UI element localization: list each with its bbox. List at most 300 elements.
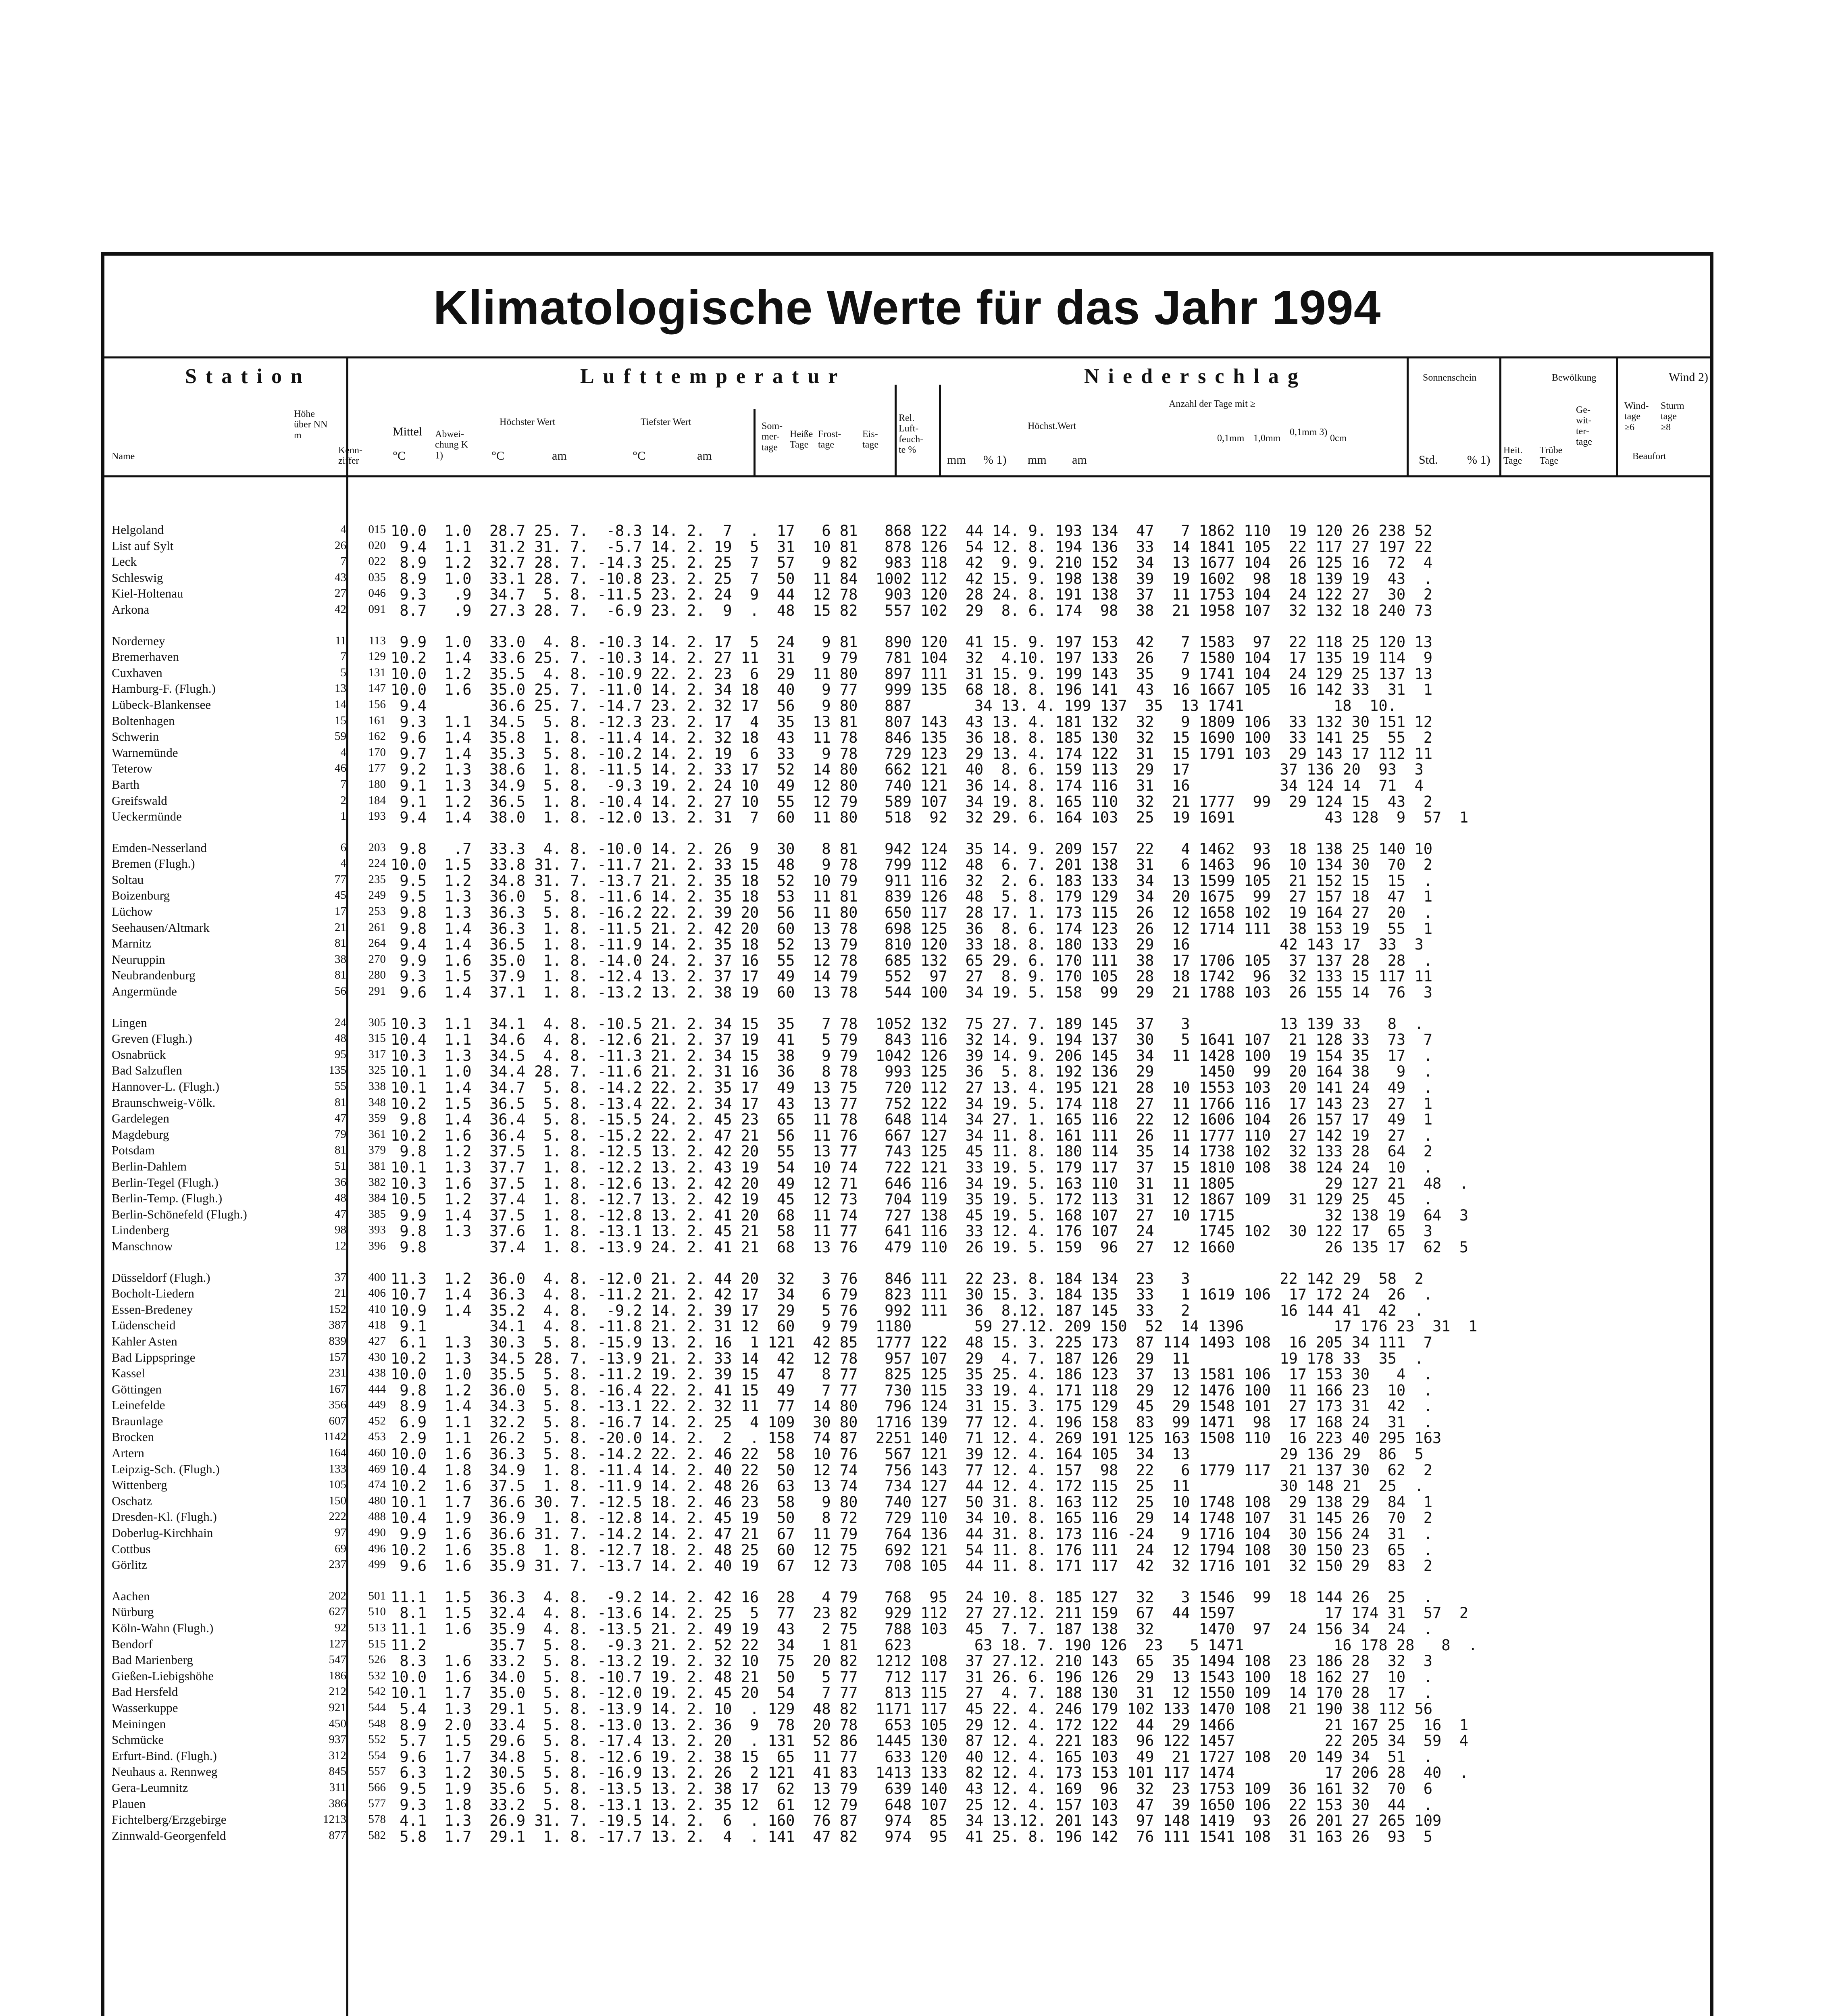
table-row	[104, 793, 1710, 809]
station-name: Göttingen	[112, 1382, 162, 1396]
station-values: 6.3 1.2 30.5 5. 8. -16.9 13. 2. 26 2 121 41 83 1413 133 82 12. 4. 173 153 101 117 1474 17 206 28 40 .	[391, 1764, 1469, 1782]
table-row	[104, 983, 1710, 1000]
station-code: 020	[368, 539, 386, 552]
table-row	[104, 935, 1710, 952]
header-sonnenschein: Sonnenschein	[1423, 373, 1477, 383]
header-heisse-tage: Heiße Tage	[790, 429, 813, 450]
station-code: 513	[368, 1621, 386, 1634]
station-height: 55	[335, 1080, 346, 1093]
station-values: 10.1 1.7 35.0 5. 8. -12.0 19. 2. 45 20 54 7 77 813 115 27 4. 7. 188 130 31 12 1550 109 14 170 28 17 .	[391, 1684, 1433, 1702]
station-name: Kahler Asten	[112, 1334, 177, 1348]
station-name: Neuhaus a. Rennweg	[112, 1764, 218, 1779]
station-values: 9.6 1.4 35.8 1. 8. -11.4 14. 2. 32 18 43 11 78 846 135 36 18. 8. 185 130 32 15 1690 100 33 141 25 55 2	[391, 729, 1433, 747]
station-values: 8.9 1.0 33.1 28. 7. -10.8 23. 2. 25 7 50 11 84 1002 112 42 15. 9. 198 138 39 19 1602 98 18 139 19 43 .	[391, 570, 1433, 587]
station-height: 46	[335, 762, 346, 775]
station-name: Berlin-Schönefeld (Flugh.)	[112, 1207, 247, 1221]
header-bewoelkung: Bewölkung	[1552, 373, 1597, 383]
station-height: 13	[335, 682, 346, 695]
table-row	[104, 1509, 1710, 1525]
station-values: 10.1 1.3 37.7 1. 8. -12.2 13. 2. 43 19 54 10 74 722 121 33 19. 5. 179 117 37 15 1810 108 38 124 24 10 .	[391, 1158, 1433, 1176]
station-code: 552	[368, 1733, 386, 1746]
table-row	[104, 1668, 1710, 1684]
header-hoechster-unit: °C	[491, 449, 505, 462]
station-values: 10.0 1.5 33.8 31. 7. -11.7 21. 2. 33 15 48 9 78 799 112 48 6. 7. 201 138 31 6 1463 96 10 134 30 70 2	[391, 856, 1433, 874]
station-name: Barth	[112, 777, 139, 791]
station-code: 147	[368, 682, 386, 695]
table-row	[104, 570, 1710, 586]
header-n10mm: 1,0mm	[1253, 433, 1281, 444]
station-height: 877	[329, 1829, 346, 1842]
station-name: Soltau	[112, 872, 144, 887]
station-values: 9.2 1.3 38.6 1. 8. -11.5 14. 2. 33 17 52 14 80 662 121 40 8. 6. 159 113 29 17 37 136 20 93 3	[391, 761, 1424, 779]
header-mittel: Mittel	[393, 425, 423, 438]
page-title: Klimatologische Werte für das Jahr 1994	[433, 281, 1381, 335]
station-code: 385	[368, 1207, 386, 1220]
station-values: 9.4 1.4 38.0 1. 8. -12.0 13. 2. 31 7 60 11 80 518 92 32 29. 6. 164 103 25 19 1691 43 128 9 57 1	[391, 809, 1469, 827]
station-values: 9.6 1.4 37.1 1. 8. -13.2 13. 2. 38 19 60 13 78 544 100 34 19. 5. 158 99 29 21 1788 103 26 155 14 76 3	[391, 984, 1433, 1002]
station-values: 8.1 1.5 32.4 4. 8. -13.6 14. 2. 25 5 77 23 82 929 112 27 27.12. 211 159 67 44 1597 17 174 31 57 2	[391, 1604, 1469, 1622]
divider-feuchte	[895, 385, 897, 477]
station-values: 9.1 1.2 36.5 1. 8. -10.4 14. 2. 27 10 55 12 79 589 107 34 19. 8. 165 110 32 21 1777 99 29 124 15 43 2	[391, 793, 1433, 810]
station-height: 15	[335, 714, 346, 727]
header-eistage: Eis-tage	[862, 429, 878, 450]
table-row	[104, 665, 1710, 681]
station-values: 9.1 34.1 4. 8. -11.8 21. 2. 31 12 60 9 79 1180 59 27.12. 209 150 52 14 1396 17 176 23 31 1	[391, 1318, 1478, 1335]
station-code: 501	[368, 1589, 386, 1602]
station-name: Angermünde	[112, 984, 177, 999]
station-values: 10.1 1.4 34.7 5. 8. -14.2 22. 2. 35 17 49 13 75 720 112 27 13. 4. 195 121 28 10 1553 103 20 141 24 49 .	[391, 1079, 1433, 1096]
station-name: Meiningen	[112, 1716, 166, 1731]
station-code: 582	[368, 1829, 386, 1842]
table-row	[104, 1270, 1710, 1286]
header-sonnenschein-pct: % 1)	[1467, 453, 1490, 467]
station-code: 418	[368, 1318, 386, 1332]
header-hoechster-wert: Höchster Wert	[500, 417, 556, 427]
station-code: 480	[368, 1494, 386, 1507]
station-height: 4	[340, 857, 346, 870]
station-name: Bad Hersfeld	[112, 1685, 178, 1699]
station-name: Helgoland	[112, 523, 164, 537]
station-values: 10.3 1.6 37.5 1. 8. -12.6 13. 2. 42 20 49 12 71 646 116 34 19. 5. 163 110 31 11 1805 29 127 21 48 .	[391, 1175, 1469, 1192]
header-lufttemperatur: Lufttemperatur	[580, 365, 847, 388]
station-values: 11.1 1.6 35.9 4. 8. -13.5 21. 2. 49 19 43 2 75 788 103 45 7. 7. 187 138 32 1470 97 24 156 34 24 .	[391, 1620, 1433, 1638]
station-values: 9.9 1.4 37.5 1. 8. -12.8 13. 2. 41 20 68 11 74 727 138 45 19. 5. 168 107 27 10 1715 32 138 19 64 3	[391, 1206, 1469, 1224]
station-values: 2.9 1.1 26.2 5. 8. -20.0 14. 2. 2 . 158 74 87 2251 140 71 12. 4. 269 191 125 163 1508 110 16 223 40 295 163	[391, 1429, 1442, 1447]
station-height: 51	[335, 1159, 346, 1173]
station-height: 450	[329, 1717, 346, 1730]
station-name: Greven (Flugh.)	[112, 1031, 192, 1046]
station-code: 317	[368, 1048, 386, 1061]
station-code: 396	[368, 1239, 386, 1252]
station-height: 48	[335, 1191, 346, 1205]
station-height: 48	[335, 1032, 346, 1045]
station-code: 566	[368, 1781, 386, 1794]
station-values: 9.4 1.1 31.2 31. 7. -5.7 14. 2. 19 5 31 10 81 878 126 54 12. 8. 194 136 33 14 1841 105 22 117 27 197 22	[391, 538, 1433, 556]
station-name: Teterow	[112, 761, 153, 776]
station-code: 557	[368, 1765, 386, 1778]
station-height: 79	[335, 1127, 346, 1141]
station-height: 81	[335, 937, 346, 950]
station-group	[104, 522, 1710, 618]
station-name: Düsseldorf (Flugh.)	[112, 1270, 210, 1285]
station-height: 37	[335, 1270, 346, 1284]
station-name: Bad Marienberg	[112, 1653, 193, 1667]
header-tiefster-am: am	[697, 449, 712, 462]
station-name: Bad Salzuflen	[112, 1063, 182, 1078]
table-row	[104, 538, 1710, 554]
station-code: 249	[368, 889, 386, 902]
station-values: 9.9 1.6 36.6 31. 7. -14.2 14. 2. 47 21 67 11 79 764 136 44 31. 8. 173 116 -24 9 1716 104 30 156 24 31 .	[391, 1525, 1433, 1543]
station-name: Gera-Leumnitz	[112, 1780, 188, 1795]
station-height: 150	[329, 1494, 346, 1507]
table-row	[104, 904, 1710, 920]
table-row	[104, 1700, 1710, 1716]
station-values: 10.9 1.4 35.2 4. 8. -9.2 14. 2. 39 17 29 5 76 992 111 36 8.12. 187 145 33 2 16 144 41 42 .	[391, 1302, 1424, 1319]
station-height: 1142	[323, 1430, 346, 1443]
station-height: 27	[335, 587, 346, 600]
table-row	[104, 1812, 1710, 1828]
header-hoehe: Höhe über NN m	[294, 409, 328, 441]
station-values: 9.8 1.4 36.3 1. 8. -11.5 21. 2. 42 20 60 13 78 698 125 36 8. 6. 174 123 26 12 1714 111 38 153 19 55 1	[391, 920, 1433, 937]
data-table	[104, 522, 1710, 1859]
station-values: 9.7 1.4 35.3 5. 8. -10.2 14. 2. 19 6 33 9 78 729 123 29 13. 4. 174 122 31 15 1791 103 29 143 17 112 11	[391, 745, 1433, 762]
station-name: Fichtelberg/Erzgebirge	[112, 1812, 227, 1827]
table-row	[104, 1620, 1710, 1636]
station-values: 10.0 1.2 35.5 4. 8. -10.9 22. 2. 23 6 29 11 80 897 111 31 15. 9. 199 143 35 9 1741 104 24 129 25 137 13	[391, 665, 1433, 683]
divider-wind	[1616, 356, 1618, 477]
station-height: 12	[335, 1239, 346, 1252]
station-code: 460	[368, 1446, 386, 1460]
station-name: Gießen-Liebigshöhe	[112, 1668, 214, 1683]
station-values: 10.1 1.0 34.4 28. 7. -11.6 21. 2. 31 16 36 8 78 993 125 36 5. 8. 192 136 29 1450 99 20 164 38 9 .	[391, 1063, 1433, 1081]
station-height: 4	[340, 523, 346, 536]
table-row	[104, 1429, 1710, 1445]
station-name: Norderney	[112, 633, 165, 648]
station-name: Bremerhaven	[112, 650, 179, 664]
station-height: 81	[335, 968, 346, 982]
station-code: 129	[368, 650, 386, 663]
station-name: Emden-Nesserland	[112, 840, 207, 855]
station-code: 091	[368, 602, 386, 616]
station-name: Doberlug-Kirchhain	[112, 1526, 213, 1540]
station-values: 8.9 1.4 34.3 5. 8. -13.1 22. 2. 32 11 77 14 80 796 124 31 15. 3. 175 129 45 29 1548 101 27 173 31 42 .	[391, 1397, 1433, 1415]
table-row	[104, 1095, 1710, 1111]
station-values: 10.1 1.7 36.6 30. 7. -12.5 18. 2. 46 23 58 9 80 740 127 50 31. 8. 163 112 25 10 1748 108 29 138 29 84 1	[391, 1493, 1433, 1511]
station-height: 237	[329, 1558, 346, 1571]
rule-header	[104, 475, 1710, 477]
station-code: 406	[368, 1287, 386, 1300]
station-code: 499	[368, 1558, 386, 1571]
station-values: 9.4 36.6 25. 7. -14.7 23. 2. 32 17 56 9 80 887 34 13. 4. 199 137 35 13 1741 18 10.	[391, 697, 1397, 714]
station-values: 5.7 1.5 29.6 5. 8. -17.4 13. 2. 20 . 131 52 86 1445 130 87 12. 4. 221 183 96 122 1457 22 205 34 59 4	[391, 1732, 1469, 1750]
station-height: 627	[329, 1605, 346, 1618]
header-mittel-unit: °C	[393, 449, 406, 462]
table-row	[104, 1110, 1710, 1127]
station-height: 77	[335, 873, 346, 886]
station-code: 384	[368, 1191, 386, 1205]
station-values: 8.9 1.2 32.7 28. 7. -14.3 25. 2. 25 7 57 9 82 983 118 42 9. 9. 210 152 34 13 1677 104 26 125 16 72 4	[391, 554, 1433, 572]
station-name: Lübeck-Blankensee	[112, 697, 211, 712]
header-sommertage: Som-mer-tage	[762, 421, 783, 453]
table-row	[104, 967, 1710, 983]
table-row	[104, 1350, 1710, 1366]
station-name: Warnemünde	[112, 745, 178, 760]
station-code: 427	[368, 1334, 386, 1347]
station-values: 10.4 1.8 34.9 1. 8. -11.4 14. 2. 40 22 50 12 74 756 143 77 12. 4. 157 98 22 6 1779 117 21 137 30 62 2	[391, 1461, 1433, 1479]
header-truebe-tage: Trübe Tage	[1540, 445, 1563, 467]
station-name: Oschatz	[112, 1493, 152, 1508]
station-height: 81	[335, 1095, 346, 1109]
station-code: 162	[368, 730, 386, 743]
station-code: 348	[368, 1095, 386, 1109]
station-height: 47	[335, 1112, 346, 1125]
station-height: 4	[340, 746, 346, 759]
station-height: 43	[335, 571, 346, 584]
station-height: 95	[335, 1048, 346, 1061]
header-windtage: Wind-tage ≥6	[1624, 401, 1649, 433]
station-code: 544	[368, 1701, 386, 1714]
station-name: Marnitz	[112, 936, 152, 951]
station-name: Schleswig	[112, 570, 163, 585]
station-values: 10.7 1.4 36.3 4. 8. -11.2 21. 2. 42 17 34 6 79 823 111 30 15. 3. 184 135 33 1 1619 106 17 172 24 26 .	[391, 1286, 1433, 1304]
station-name: Brocken	[112, 1430, 154, 1444]
station-name: Potsdam	[112, 1143, 155, 1158]
table-row	[104, 649, 1710, 665]
station-values: 9.8 1.2 37.5 1. 8. -12.5 13. 2. 42 20 55 13 77 743 125 45 11. 8. 180 114 35 14 1738 102 32 133 28 64 2	[391, 1143, 1433, 1160]
station-height: 921	[329, 1701, 346, 1714]
station-name: Cottbus	[112, 1541, 151, 1556]
station-values: 10.2 1.4 33.6 25. 7. -10.3 14. 2. 27 11 31 9 79 781 104 32 4.10. 197 133 26 7 1580 104 17 135 19 114 9	[391, 649, 1433, 667]
station-name: Cuxhaven	[112, 665, 162, 680]
station-name: Schmücke	[112, 1733, 164, 1747]
station-height: 1213	[323, 1813, 346, 1826]
station-name: Seehausen/Altmark	[112, 920, 210, 935]
table-row	[104, 729, 1710, 745]
station-values: 9.8 .7 33.3 4. 8. -10.0 14. 2. 26 9 30 8 81 942 124 35 14. 9. 209 157 22 4 1462 93 18 138 25 140 10	[391, 840, 1433, 858]
table-row	[104, 856, 1710, 872]
station-values: 8.3 1.6 33.2 5. 8. -13.2 19. 2. 32 10 75 20 82 1212 108 37 27.12. 210 143 65 35 1494 108 23 186 28 32 3	[391, 1652, 1433, 1670]
header-gewittertage: Ge-wit-ter-tage	[1576, 405, 1592, 448]
station-name: Lingen	[112, 1015, 147, 1030]
station-name: Berlin-Tegel (Flugh.)	[112, 1175, 219, 1189]
header-kennziffer: Kenn-ziffer	[338, 445, 362, 467]
table-row	[104, 1557, 1710, 1573]
station-name: Zinnwald-Georgenfeld	[112, 1828, 226, 1843]
station-code: 177	[368, 762, 386, 775]
station-height: 607	[329, 1414, 346, 1427]
table-row	[104, 1285, 1710, 1302]
station-height: 186	[329, 1669, 346, 1682]
header-n01mm-fest: 0,1mm 3)	[1290, 427, 1328, 437]
station-code: 338	[368, 1080, 386, 1093]
divider-sonne	[1407, 356, 1409, 477]
station-code: 180	[368, 777, 386, 791]
header-hoechstwert-mm: mm	[1028, 453, 1047, 467]
table-row	[104, 1302, 1710, 1318]
station-code: 430	[368, 1350, 386, 1364]
station-values: 6.9 1.1 32.2 5. 8. -16.7 14. 2. 25 4 109 30 80 1716 139 77 12. 4. 196 158 83 99 1471 98 17 168 24 31 .	[391, 1413, 1433, 1431]
station-height: 92	[335, 1621, 346, 1634]
station-code: 203	[368, 841, 386, 854]
station-code: 170	[368, 746, 386, 759]
station-height: 133	[329, 1462, 346, 1475]
header-hoechstwert: Höchst.Wert	[1028, 421, 1076, 431]
table-row	[104, 1541, 1710, 1557]
rule-top	[104, 356, 1710, 358]
station-code: 532	[368, 1669, 386, 1682]
table-row	[104, 1636, 1710, 1652]
station-height: 157	[329, 1350, 346, 1364]
station-values: 4.1 1.3 26.9 31. 7. -19.5 14. 2. 6 . 160 76 87 974 85 34 13.12. 201 143 97 148 1419 93 26 201 27 265 109	[391, 1812, 1442, 1830]
station-height: 202	[329, 1589, 346, 1602]
station-values: 8.7 .9 27.3 28. 7. -6.9 23. 2. 9 . 48 15 82 557 102 29 8. 6. 174 98 38 21 1958 107 32 132 18 240 73	[391, 602, 1433, 619]
station-name: Kassel	[112, 1366, 145, 1381]
station-values: 10.0 1.6 35.0 25. 7. -11.0 14. 2. 34 18 40 9 77 999 135 68 18. 8. 196 141 43 16 1667 105 16 142 33 31 1	[391, 681, 1433, 699]
station-code: 542	[368, 1685, 386, 1698]
table-row	[104, 1716, 1710, 1732]
station-name: Wittenberg	[112, 1478, 167, 1492]
station-height: 2	[340, 793, 346, 807]
station-code: 193	[368, 810, 386, 823]
station-height: 387	[329, 1318, 346, 1332]
station-name: Greifswald	[112, 793, 167, 808]
station-values: 9.3 1.1 34.5 5. 8. -12.3 23. 2. 17 4 35 13 81 807 143 43 13. 4. 181 132 32 9 1809 106 33 132 30 151 12	[391, 713, 1433, 731]
station-values: 5.8 1.7 29.1 1. 8. -17.7 13. 2. 4 . 141 47 82 974 95 41 25. 8. 196 142 76 111 1541 108 31 163 26 93 5	[391, 1828, 1433, 1845]
station-name: Lüchow	[112, 904, 153, 919]
table-row	[104, 840, 1710, 856]
station-code: 490	[368, 1526, 386, 1539]
station-values: 9.9 1.6 35.0 1. 8. -14.0 24. 2. 37 16 55 12 78 685 132 65 29. 6. 170 111 38 17 1706 105 37 137 28 28 .	[391, 952, 1433, 969]
station-code: 359	[368, 1112, 386, 1125]
station-values: 10.0 1.6 34.0 5. 8. -10.7 19. 2. 48 21 50 5 77 712 117 31 26. 6. 196 126 29 13 1543 100 18 162 27 10 .	[391, 1668, 1433, 1686]
table-frame	[101, 252, 1713, 2016]
station-values: 5.4 1.3 29.1 5. 8. -13.9 14. 2. 10 . 129 48 82 1171 117 45 22. 4. 246 179 102 133 1470 108 21 190 38 112 56	[391, 1700, 1433, 1718]
station-code: 235	[368, 873, 386, 886]
station-values: 8.9 2.0 33.4 5. 8. -13.0 13. 2. 36 9 78 20 78 653 105 29 12. 4. 172 122 44 29 1466 21 167 25 16 1	[391, 1716, 1469, 1734]
table-row	[104, 1079, 1710, 1095]
station-code: 156	[368, 698, 386, 711]
station-height: 7	[340, 555, 346, 568]
station-name: Dresden-Kl. (Flugh.)	[112, 1510, 217, 1524]
station-code: 022	[368, 555, 386, 568]
table-row	[104, 585, 1710, 602]
station-name: Boltenhagen	[112, 713, 175, 728]
station-group	[104, 1015, 1710, 1254]
table-row	[104, 522, 1710, 538]
station-height: 7	[340, 650, 346, 663]
station-values: 10.0 1.0 28.7 25. 7. -8.3 14. 2. 7 . 17 6 81 868 122 44 14. 9. 193 134 47 7 1862 110 19 120 26 238 52	[391, 522, 1433, 539]
table-row	[104, 1764, 1710, 1780]
station-height: 97	[335, 1526, 346, 1539]
station-name: Lindenberg	[112, 1223, 169, 1237]
table-row	[104, 1525, 1710, 1541]
station-values: 11.1 1.5 36.3 4. 8. -9.2 14. 2. 42 16 28 4 79 768 95 24 10. 8. 185 127 32 3 1546 99 18 144 26 25 .	[391, 1588, 1433, 1606]
station-name: Hannover-L. (Flugh.)	[112, 1079, 220, 1093]
station-code: 184	[368, 793, 386, 807]
station-height: 937	[329, 1733, 346, 1746]
station-code: 315	[368, 1032, 386, 1045]
station-code: 261	[368, 921, 386, 934]
station-code: 410	[368, 1302, 386, 1316]
header-heitere-tage: Heit. Tage	[1503, 445, 1523, 467]
station-name: Osnabrück	[112, 1047, 166, 1062]
header-rel-feuchte: Rel. Luft-feuch-te %	[899, 413, 924, 456]
table-row	[104, 554, 1710, 570]
station-code: 131	[368, 666, 386, 679]
header-tiefster-wert: Tiefster Wert	[641, 417, 691, 427]
header-niederschlag: Niederschlag	[1084, 365, 1307, 388]
station-height: 312	[329, 1749, 346, 1762]
station-values: 10.0 1.0 35.5 5. 8. -11.2 19. 2. 39 15 47 8 77 825 125 35 25. 4. 186 123 37 13 1581 106 17 153 30 4 .	[391, 1366, 1433, 1383]
table-row	[104, 713, 1710, 729]
divider-bewoelkung	[1499, 356, 1501, 477]
station-name: Braunlage	[112, 1414, 163, 1428]
station-height: 21	[335, 1287, 346, 1300]
station-values: 10.2 1.5 36.5 5. 8. -13.4 22. 2. 34 17 43 13 77 752 122 34 19. 5. 174 118 27 11 1766 116 17 143 23 27 1	[391, 1095, 1433, 1112]
header-hoechstwert-am: am	[1072, 453, 1087, 467]
station-values: 9.3 1.5 37.9 1. 8. -12.4 13. 2. 37 17 49 14 79 552 97 27 8. 9. 170 105 28 18 1742 96 32 133 15 117 11	[391, 968, 1433, 985]
station-values: 9.8 37.4 1. 8. -13.9 24. 2. 41 21 68 13 76 479 110 26 19. 5. 159 96 27 12 1660 26 135 17 62 5	[391, 1238, 1469, 1256]
station-group	[104, 633, 1710, 825]
station-values: 10.2 1.6 36.4 5. 8. -15.2 22. 2. 47 21 56 11 76 667 127 34 11. 8. 161 111 26 11 1777 110 27 142 19 27 .	[391, 1127, 1433, 1144]
station-height: 5	[340, 666, 346, 679]
station-values: 10.2 1.6 37.5 1. 8. -11.9 14. 2. 48 26 63 13 74 734 127 44 12. 4. 172 115 25 11 30 148 21 25 .	[391, 1477, 1424, 1495]
station-name: Bremen (Flugh.)	[112, 856, 195, 871]
station-code: 305	[368, 1016, 386, 1029]
station-group	[104, 1588, 1710, 1844]
table-row	[104, 1732, 1710, 1748]
station-height: 42	[335, 602, 346, 616]
station-name: Leipzig-Sch. (Flugh.)	[112, 1462, 220, 1476]
station-name: Neubrandenburg	[112, 968, 196, 983]
station-name: Berlin-Temp. (Flugh.)	[112, 1191, 223, 1206]
station-height: 231	[329, 1366, 346, 1380]
station-values: 9.5 1.3 36.0 5. 8. -11.6 14. 2. 35 18 53 11 81 839 126 48 5. 8. 179 129 34 20 1675 99 27 157 18 47 1	[391, 888, 1433, 906]
station-name: Kiel-Holtenau	[112, 586, 183, 601]
station-name: Plauen	[112, 1796, 146, 1811]
station-code: 393	[368, 1223, 386, 1237]
station-values: 9.8 1.4 36.4 5. 8. -15.5 24. 2. 45 23 65 11 78 648 114 34 27. 1. 165 116 22 12 1606 104 26 157 17 49 1	[391, 1111, 1433, 1129]
station-height: 21	[335, 921, 346, 934]
table-row	[104, 920, 1710, 936]
station-name: Neuruppin	[112, 952, 165, 966]
station-values: 11.2 35.7 5. 8. -9.3 21. 2. 52 22 34 1 81 623 63 18. 7. 190 126 23 5 1471 16 178 28 8 .	[391, 1636, 1478, 1654]
table-row	[104, 952, 1710, 968]
station-code: 453	[368, 1430, 386, 1443]
header-name: Name	[112, 451, 135, 462]
station-name: Görlitz	[112, 1558, 147, 1572]
station-name: Artern	[112, 1446, 144, 1460]
station-code: 578	[368, 1813, 386, 1826]
station-values: 9.6 1.7 34.8 5. 8. -12.6 19. 2. 38 15 65 11 77 633 120 40 12. 4. 165 103 49 21 1727 108 20 149 34 51 .	[391, 1748, 1433, 1766]
station-code: 444	[368, 1382, 386, 1395]
station-code: 224	[368, 857, 386, 870]
station-code: 381	[368, 1159, 386, 1173]
table-row	[104, 1381, 1710, 1397]
station-code: 515	[368, 1637, 386, 1650]
table-row	[104, 1238, 1710, 1254]
table-row	[104, 1604, 1710, 1620]
header-sonnenschein-std: Std.	[1419, 453, 1438, 467]
station-code: 548	[368, 1717, 386, 1730]
station-name: Berlin-Dahlem	[112, 1159, 187, 1173]
table-row	[104, 681, 1710, 697]
station-code: 161	[368, 714, 386, 727]
station-name: List auf Sylt	[112, 538, 174, 553]
station-name: Köln-Wahn (Flugh.)	[112, 1621, 214, 1635]
divider-temp-tage	[754, 409, 756, 477]
station-name: Hamburg-F. (Flugh.)	[112, 681, 216, 696]
